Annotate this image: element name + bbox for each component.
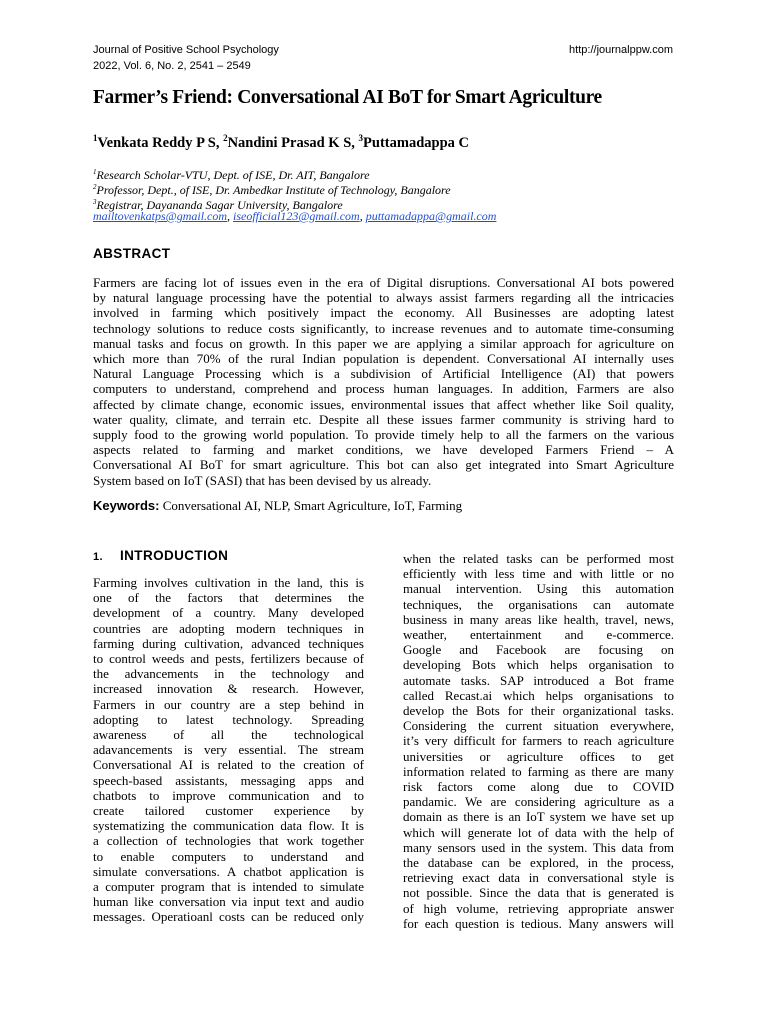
body-line: the advancements in the technology and — [93, 666, 364, 682]
author-sup: 1 — [93, 133, 98, 143]
email-link[interactable]: iseofficial123@gmail.com — [233, 209, 360, 223]
abstract-line: Farmers are facing lot of issues even in the era of Digital disruptions. Conversational AI bots powered — [93, 275, 674, 290]
body-line: called Recast.ai which helps organisations to — [403, 687, 674, 703]
body-line: of high volume, retrieving appropriate answer — [403, 900, 674, 916]
body-line: business in many areas like health, travel, news, — [403, 611, 674, 627]
body-line: adopting to latest technology. Spreading — [93, 711, 364, 727]
abstract-line: computers to understand, comprehend and process human languages. In addition, Farmers are also — [93, 381, 674, 397]
affiliation-text: Professor, Dept., of ISE, Dr. Ambedkar Institute of Technology, Bangalore — [96, 183, 451, 197]
body-line: universities or agriculture offices to get — [403, 748, 674, 764]
abstract-line: supply food to the growing world population. To provide timely help to all the farmers on the various — [93, 427, 674, 443]
author-name: Puttamadappa C — [363, 134, 469, 151]
intro-left-column — [93, 575, 364, 925]
body-line: chatbots to improve communication and to — [93, 787, 364, 803]
body-line: it’s very difficult for farmers to reach agriculture — [403, 733, 674, 749]
body-line: messages. Operatioanl costs can be reduced only — [93, 909, 364, 925]
affiliation-sup: 2 — [93, 183, 97, 191]
body-line: Considering the current situation everywhere, — [403, 718, 674, 734]
body-line: awareness of all the technological — [93, 727, 364, 743]
body-line: to control weeds and pests, fertilizers because of — [93, 651, 364, 667]
abstract-line: aspects related to farming and market conditions, we have developed Farmers Friend – A — [93, 442, 674, 458]
abstract-body — [93, 275, 674, 488]
journal-url[interactable]: http://journalppw.com — [569, 44, 673, 56]
body-line: many sensors used in the system. This data from — [403, 839, 674, 855]
body-line: information related to farming as there are many — [403, 763, 674, 779]
body-line: the database can be explored, in the process, — [403, 855, 674, 871]
body-line: manual intervention. Using this automation — [403, 581, 674, 597]
body-line: a computer program that is intended to simulate — [93, 879, 364, 895]
email-link[interactable]: mailtovenkatps@gmail.com — [93, 209, 228, 223]
intro-right-column — [403, 551, 674, 931]
affiliation-text: Research Scholar-VTU, Dept. of ISE, Dr. AIT, Bangalore — [96, 168, 370, 182]
author-sup: 3 — [358, 133, 364, 143]
abstract-line: affected by climate change, economic issues, environmental issues that affect whether like Soil quality, — [93, 396, 674, 412]
body-line: retrieving exact data in conversational style is — [403, 870, 674, 886]
body-line: countries are adopting modern techniques in — [93, 620, 364, 636]
abstract-line: water quality, climate, and terrain etc. Despite all these issues farmer community is striving hard to — [93, 411, 674, 427]
section-number: 1. — [93, 551, 103, 563]
email-separator: , — [359, 209, 366, 223]
body-line: a collection of technologies that work together — [93, 833, 364, 849]
email-list — [93, 209, 496, 224]
journal-issue: 2022, Vol. 6, No. 2, 2541 – 2549 — [93, 60, 251, 72]
abstract-line: System based on IoT (SASI) that has been devised by us already. — [93, 472, 432, 488]
abstract-heading: ABSTRACT — [93, 246, 171, 261]
body-line: Conversational AI is related to the creation of — [93, 757, 364, 773]
journal-name: Journal of Positive School Psychology — [93, 44, 279, 56]
body-line: speech-based assistants, messaging apps and — [93, 772, 364, 788]
abstract-line: involved in farming which positively impact the economy. All Businesses are adopting latest — [93, 305, 674, 321]
section-title: INTRODUCTION — [120, 548, 229, 563]
body-line: farming during cultivation, advanced techniques — [93, 635, 364, 651]
body-line: automate tasks. SAP introduced a Bot frame — [403, 672, 674, 688]
body-line: pandamic. We are considering agriculture as a — [403, 794, 674, 810]
author-name: Venkata Reddy P S, — [97, 134, 224, 151]
abstract-line: which more than 70% of the rural Indian population is dependent. Conversational AI internally uses — [93, 351, 674, 367]
body-line: simulate conversations. A chatbot application is — [93, 863, 364, 879]
body-line: Google and Facebook are focusing on — [403, 642, 674, 658]
abstract-line: by natural language processing have the potential to always assist farmers regarding all the intricacies — [93, 290, 674, 306]
body-line: adavancements is very essential. The stream — [93, 742, 364, 758]
keywords-label: Keywords: — [93, 498, 160, 513]
body-line: weather, entertainment and e-commerce. — [403, 627, 674, 643]
body-line: not possible. Since the data that is generated is — [403, 885, 674, 901]
keywords-text: Conversational AI, NLP, Smart Agriculture, IoT, Farming — [159, 498, 463, 513]
body-line: developing Bots which helps organisation to — [403, 657, 674, 673]
body-line: human like conversation via input text and audio — [93, 894, 364, 910]
keywords — [93, 498, 462, 514]
abstract-line: technology solutions to reduce costs significantly, to increase revenues and to automate time-consuming — [93, 320, 674, 336]
author-list — [93, 133, 469, 152]
email-separator: , — [227, 209, 234, 223]
body-line: to enable computers to understand and — [93, 848, 364, 864]
abstract-line: Conversational AI BoT for smart agriculture. This bot can also get integrated into Smart Agriculture — [93, 457, 674, 473]
body-line: increased innovation & research. However, — [93, 681, 364, 697]
body-line: Farmers in our country are a step behind in — [93, 696, 364, 712]
journal-header — [93, 42, 279, 74]
body-line: Farming involves cultivation in the land, this is — [93, 575, 364, 590]
body-line: domain as there is an IoT system we have set up — [403, 809, 674, 825]
paper-title: Farmer’s Friend: Conversational AI BoT for Smart Agriculture — [93, 87, 602, 108]
body-line: create tailored customer experience by — [93, 803, 364, 819]
body-line: which will generate lot of data with the help of — [403, 824, 674, 840]
body-line: development of a country. Many developed — [93, 605, 364, 621]
affiliation-sup: 1 — [93, 168, 97, 176]
body-line: when the related tasks can be performed most — [403, 551, 674, 566]
body-line: efficiently with less time and with little or no — [403, 566, 674, 582]
section-heading — [93, 548, 228, 563]
body-line: systematizing the communication data flow. It is — [93, 818, 364, 834]
abstract-line: manual tasks and focus on growth. In this paper we are applying a similar approach for agriculture on — [93, 335, 674, 351]
affiliation-text: Registrar, Dayananda Sagar University, Bangalore — [96, 198, 343, 212]
body-line: develop the Bots for their organizational tasks. — [403, 703, 674, 719]
body-line: for each question is tedious. Many answers will — [403, 915, 674, 931]
body-line: techniques, the organisations can automate — [403, 596, 674, 612]
author-name: Nandini Prasad K S, — [227, 134, 359, 151]
abstract-line: Natural Language Processing which is a subdivision of Artificial Intelligence (AI) that powers — [93, 366, 674, 382]
author-sup: 2 — [223, 133, 228, 143]
affiliation-sup: 3 — [93, 198, 97, 206]
body-line: one of the factors that determines the — [93, 590, 364, 606]
body-line: risk factors come along due to COVID — [403, 779, 674, 795]
email-link[interactable]: puttamadappa@gmail.com — [365, 209, 497, 223]
